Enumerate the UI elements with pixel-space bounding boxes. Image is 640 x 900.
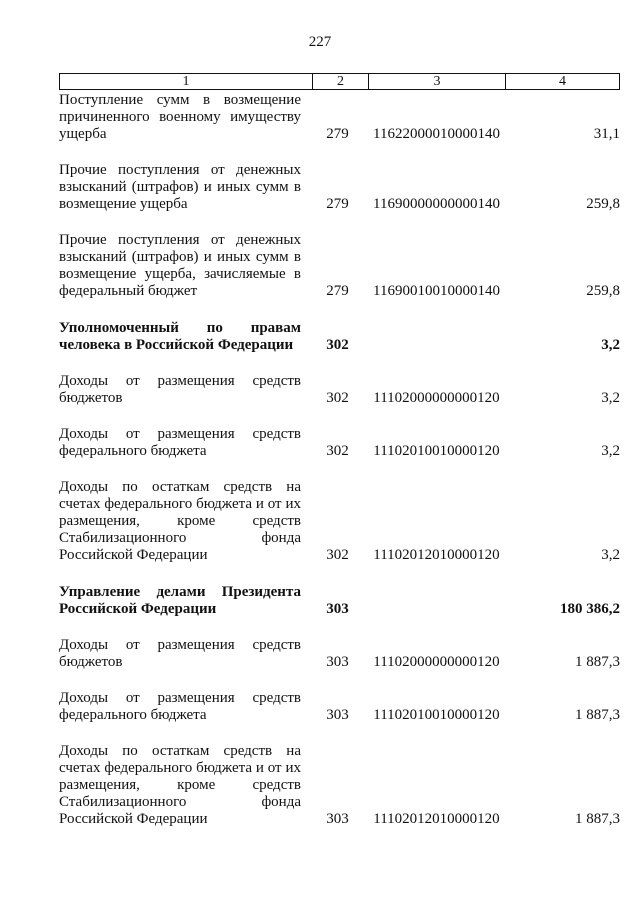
row-name: Поступление сумм в возмещение причиненного военному имуществу ущерба bbox=[59, 92, 301, 142]
header-col-1: 1 bbox=[60, 74, 313, 89]
row-revenue-code: 11622000010000140 bbox=[373, 126, 500, 142]
row-amount: 3,2 bbox=[601, 547, 620, 563]
row-revenue-code: 11102010010000120 bbox=[373, 707, 500, 723]
row-amount: 3,2 bbox=[601, 337, 620, 353]
row-name: Уполномоченный по правам человека в Российской Федерации bbox=[59, 320, 301, 353]
row-revenue-code: 11102000000000120 bbox=[373, 654, 500, 670]
row-admin-code: 279 bbox=[326, 126, 349, 142]
page-number: 227 bbox=[308, 34, 332, 50]
row-amount: 259,8 bbox=[586, 283, 620, 299]
row-amount: 180 386,2 bbox=[560, 601, 620, 617]
row-revenue-code: 11102012010000120 bbox=[373, 547, 500, 563]
row-amount: 1 887,3 bbox=[575, 811, 620, 827]
header-col-2: 2 bbox=[313, 74, 369, 89]
row-amount: 1 887,3 bbox=[575, 654, 620, 670]
table-row bbox=[59, 690, 620, 724]
row-name: Управление делами Президента Российской Федерации bbox=[59, 584, 301, 617]
row-admin-code: 302 bbox=[326, 547, 349, 563]
row-revenue-code: 11690000000000140 bbox=[373, 196, 500, 212]
row-admin-code: 303 bbox=[326, 601, 349, 617]
table-row bbox=[59, 162, 620, 213]
row-admin-code: 303 bbox=[326, 811, 349, 827]
row-admin-code: 303 bbox=[326, 654, 349, 670]
row-admin-code: 302 bbox=[326, 390, 349, 406]
row-amount: 3,2 bbox=[601, 443, 620, 459]
table-row bbox=[59, 637, 620, 671]
row-revenue-code: 11102000000000120 bbox=[373, 390, 500, 406]
row-revenue-code: 11690010010000140 bbox=[373, 283, 500, 299]
row-name: Прочие поступления от денежных взысканий (штрафов) и иных сумм в возмещение ущерба, зачисляемые в федеральный бюджет bbox=[59, 232, 301, 299]
row-name: Прочие поступления от денежных взысканий (штрафов) и иных сумм в возмещение ущерба bbox=[59, 162, 301, 212]
row-admin-code: 303 bbox=[326, 707, 349, 723]
row-revenue-code: 11102012010000120 bbox=[373, 811, 500, 827]
row-name: Доходы от размещения средств федерального бюджета bbox=[59, 426, 301, 459]
row-revenue-code: 11102010010000120 bbox=[373, 443, 500, 459]
row-name: Доходы по остаткам средств на счетах федерального бюджета и от их размещения, кроме средств Стабилизационного фонда Российской Федерации bbox=[59, 479, 301, 563]
table-row bbox=[59, 743, 620, 828]
table-row-section bbox=[59, 320, 620, 354]
row-amount: 1 887,3 bbox=[575, 707, 620, 723]
row-admin-code: 279 bbox=[326, 283, 349, 299]
row-name: Доходы от размещения средств бюджетов bbox=[59, 373, 301, 406]
row-amount: 259,8 bbox=[586, 196, 620, 212]
row-admin-code: 302 bbox=[326, 443, 349, 459]
table-row bbox=[59, 479, 620, 564]
row-name: Доходы от размещения средств бюджетов bbox=[59, 637, 301, 670]
table-header bbox=[59, 73, 620, 90]
row-admin-code: 279 bbox=[326, 196, 349, 212]
row-name: Доходы от размещения средств федерального бюджета bbox=[59, 690, 301, 723]
table-row-section bbox=[59, 584, 620, 618]
table-row bbox=[59, 373, 620, 407]
header-col-4: 4 bbox=[559, 74, 566, 89]
table-row bbox=[59, 92, 620, 143]
row-amount: 31,1 bbox=[593, 126, 620, 142]
table-row bbox=[59, 232, 620, 300]
row-name: Доходы по остаткам средств на счетах федерального бюджета и от их размещения, кроме средств Стабилизационного фонда Российской Федерации bbox=[59, 743, 301, 827]
row-amount: 3,2 bbox=[601, 390, 620, 406]
table-body bbox=[59, 92, 620, 828]
header-col-3: 3 bbox=[369, 74, 506, 89]
table-row bbox=[59, 426, 620, 460]
row-admin-code: 302 bbox=[326, 337, 349, 353]
